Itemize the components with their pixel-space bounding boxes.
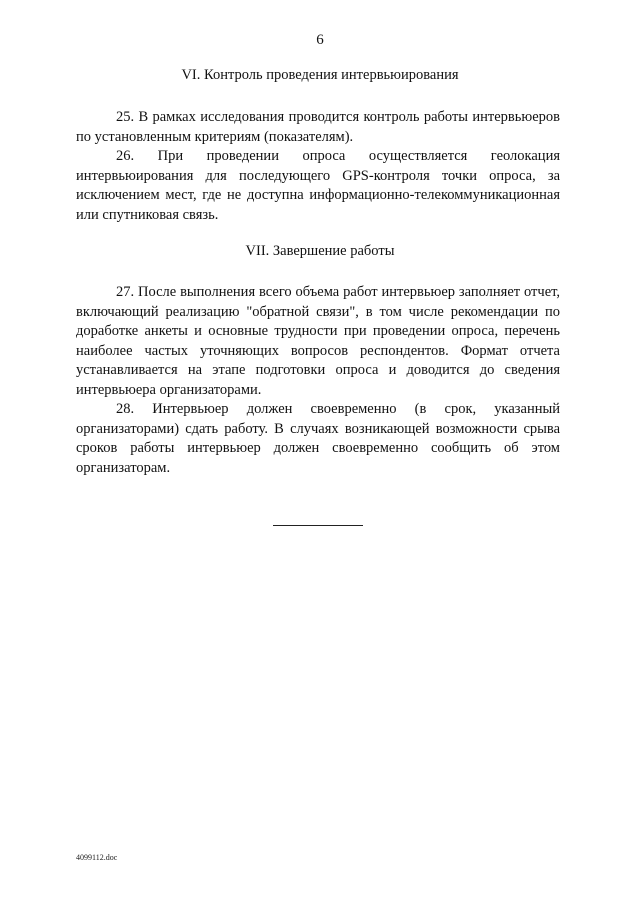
section-heading-completion: VII. Завершение работы	[245, 243, 395, 259]
end-divider-line	[273, 525, 363, 526]
section-heading-monitoring: VI. Контроль проведения интервьюирования	[181, 67, 459, 83]
section-body-completion	[76, 283, 560, 478]
section-body-monitoring	[76, 108, 560, 225]
paragraph-26: 26. При проведении опроса осуществляется геолокация интервьюирования для последующего GPS-контроля точки опроса, за исключением мест, где не доступна информационно-телекоммуникационная или спутниковая связь.	[76, 148, 560, 223]
paragraph-27: 27. После выполнения всего объема работ интервьюер заполняет отчет, включающий реализацию "обратной связи", в том числе рекомендации по доработке анкеты и основные трудности при проведении опроса, перечень наиболее частых уточняющих вопросов респондентов. Формат отчета устанавливается на этапе подготовки опроса и доводится до сведения интервьюера организаторами.	[76, 284, 560, 398]
document-file-code: 4099112.doc	[76, 853, 118, 862]
paragraph-25: 25. В рамках исследования проводится контроль работы интервьюеров по установленным критериям (показателям).	[76, 109, 560, 145]
page-number: 6	[316, 32, 324, 48]
paragraph-28: 28. Интервьюер должен своевременно (в срок, указанный организаторами) сдать работу. В случаях возникающей возможности срыва сроков работы интервьюер должен своевременно сообщить об этом организаторам.	[76, 401, 560, 476]
